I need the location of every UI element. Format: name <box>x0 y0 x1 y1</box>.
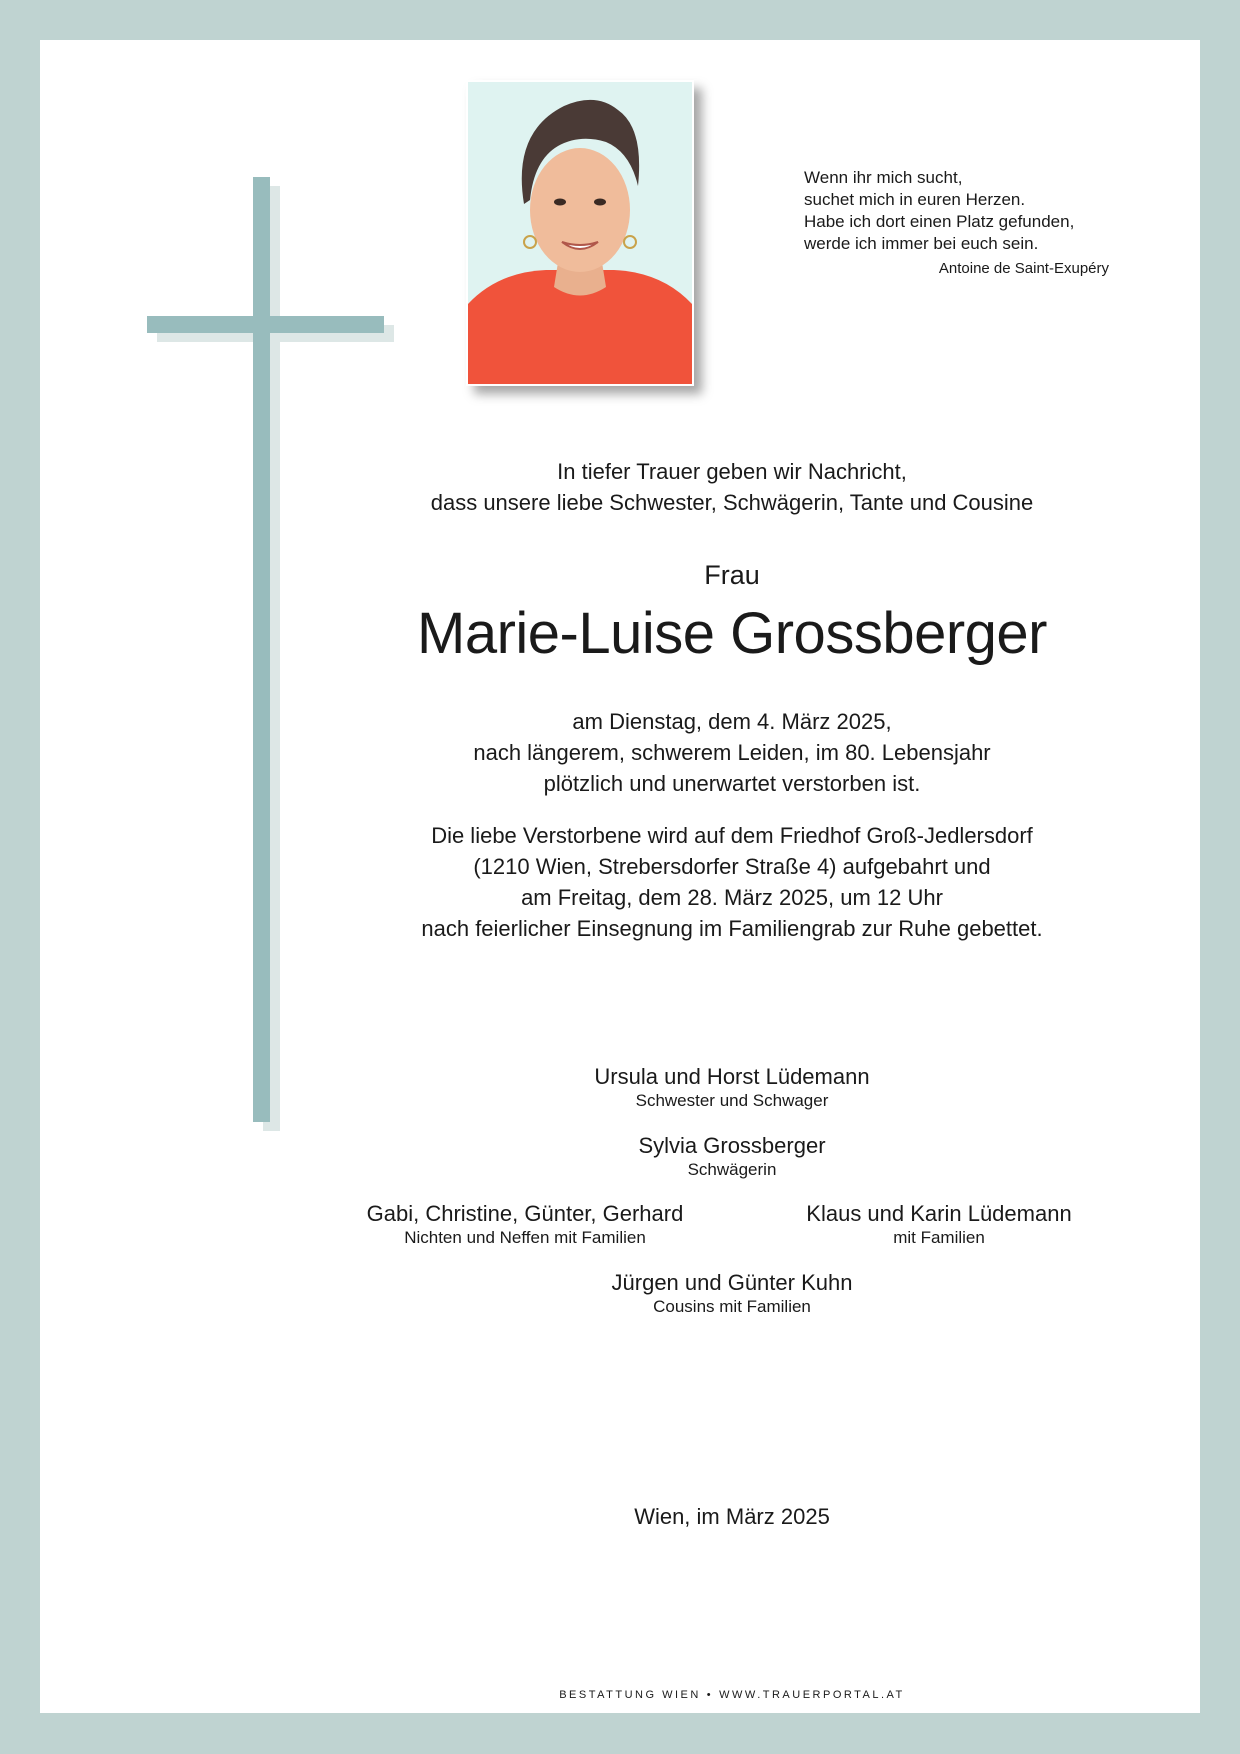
deceased-name: Marie-Luise Grossberger <box>417 601 1047 666</box>
place-date: Wien, im März 2025 <box>634 1504 830 1529</box>
mourner-name: Ursula und Horst Lüdemann <box>594 1064 870 1089</box>
quote-line: Wenn ihr mich sucht, <box>804 168 963 187</box>
mourner-entry <box>502 1133 962 1181</box>
death-line: plötzlich und unerwartet verstorben ist. <box>543 771 921 796</box>
mourner-name: Gabi, Christine, Günter, Gerhard <box>366 1201 684 1226</box>
mourner-entry <box>295 1201 755 1249</box>
funeral-line: nach feierlicher Einsegnung im Familiengrab zur Ruhe gebettet. <box>421 916 1043 941</box>
mourner-entry <box>709 1201 1169 1249</box>
footer-website: WWW.TRAUERPORTAL.AT <box>719 1689 905 1701</box>
announcement-intro <box>260 456 1204 518</box>
mourner-relation: Cousins mit Familien <box>653 1297 811 1316</box>
death-notice <box>260 706 1204 799</box>
death-line: am Dienstag, dem 4. März 2025, <box>572 709 892 734</box>
quote-line: werde ich immer bei euch sein. <box>804 234 1039 253</box>
death-line: nach längerem, schwerem Leiden, im 80. Lebensjahr <box>473 740 991 765</box>
poem-quote <box>804 167 1134 280</box>
mourner-relation: Nichten und Neffen mit Familien <box>404 1228 646 1247</box>
footer-separator: • <box>706 1689 714 1701</box>
portrait-photo <box>466 80 694 386</box>
funeral-line: (1210 Wien, Strebersdorfer Straße 4) aufgebahrt und <box>473 854 991 879</box>
quote-line: Habe ich dort einen Platz gefunden, <box>804 212 1075 231</box>
quote-author: Antoine de Saint-Exupéry <box>938 260 1109 277</box>
intro-line: dass unsere liebe Schwester, Schwägerin, Tante und Cousine <box>430 490 1034 515</box>
funeral-details <box>260 820 1204 944</box>
mourner-name: Sylvia Grossberger <box>638 1133 826 1158</box>
mourner-name: Jürgen und Günter Kuhn <box>611 1270 853 1295</box>
mourner-name: Klaus und Karin Lüdemann <box>806 1201 1072 1226</box>
mourner-entry <box>502 1064 962 1112</box>
quote-line: suchet mich in euren Herzen. <box>804 190 1026 209</box>
footer <box>260 1689 1204 1701</box>
mourner-relation: Schwester und Schwager <box>635 1091 829 1110</box>
funeral-line: Die liebe Verstorbene wird auf dem Friedhof Groß-Jedlersdorf <box>431 823 1033 848</box>
funeral-line: am Freitag, dem 28. März 2025, um 12 Uhr <box>521 885 943 910</box>
mourner-entry <box>502 1270 962 1318</box>
footer-company: BESTATTUNG WIEN <box>559 1689 701 1701</box>
intro-line: In tiefer Trauer geben wir Nachricht, <box>557 459 907 484</box>
mourner-relation: mit Familien <box>893 1228 985 1247</box>
mourner-relation: Schwägerin <box>687 1160 777 1179</box>
salutation: Frau <box>704 560 760 590</box>
